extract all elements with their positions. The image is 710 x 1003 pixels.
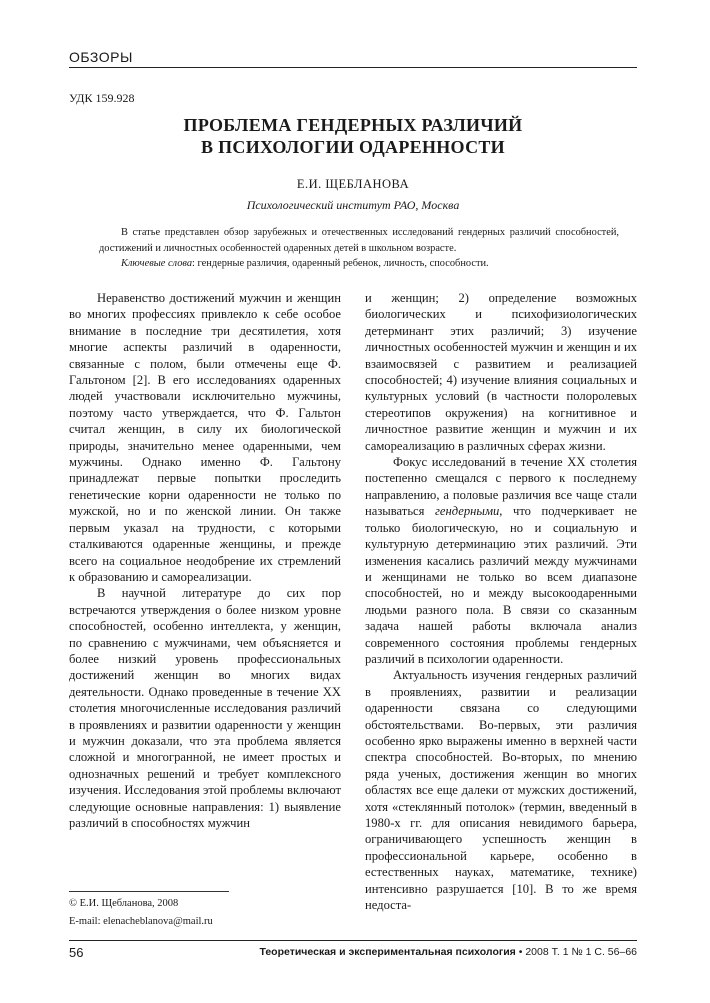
keywords-label: Ключевые слова bbox=[121, 258, 193, 269]
abstract bbox=[99, 225, 619, 272]
page-number: 56 bbox=[69, 945, 84, 960]
author-email: E-mail: elenacheblanova@mail.ru bbox=[69, 916, 213, 927]
footer-rule bbox=[69, 940, 637, 941]
title-line-1: ПРОБЛЕМА ГЕНДЕРНЫХ РАЗЛИЧИЙ bbox=[183, 115, 523, 135]
article-title bbox=[69, 114, 637, 158]
column-left bbox=[69, 290, 341, 831]
keywords-list: : гендерные различия, одаренный ребенок, личность, способности. bbox=[192, 258, 489, 269]
institution: Психологический институт РАО, Москва bbox=[246, 198, 460, 212]
paragraph bbox=[365, 454, 637, 667]
paragraph-text: Фокус исследований в течение XX столетия постепенно смещался с первого к последнему направлению, а половые различия все чаще стали называться bbox=[365, 455, 637, 519]
column-right bbox=[365, 290, 637, 913]
emphasis: гендерными bbox=[435, 504, 500, 519]
footnote-rule bbox=[69, 891, 229, 892]
paragraph-text: , что подчеркивает не только биологическую, но и социальную и культурную детерминацию этих различий. Эти изменения касались различий между мужчинами и женщинами не только во всем диапазоне способностей, но и между высокоодаренными людьми разного пола. В связи со сказанным задача нашей работы включала анализ современного состояния проблемы гендерных различий в психологии одаренности. bbox=[365, 504, 638, 666]
journal-issue: • 2008 Т. 1 № 1 С. 56–66 bbox=[518, 946, 637, 958]
keywords bbox=[99, 256, 619, 272]
udc-code: УДК 159.928 bbox=[69, 91, 135, 105]
paragraph: Неравенство достижений мужчин и женщин во многих профессиях привлекло к себе особое внимание в последние три десятилетия, хотя многие аспекты различий в одаренности, связанные с полом, были отмечены еще Ф. Гальтоном [2]. В его исследованиях одаренных людей участвовали исключительно мужчины, поэтому часто утверждается, что Ф. Гальтон считал женщин, в силу их биологической природы, значительно менее одаренными, чем мужчины. Однако именно Ф. Гальтону принадлежат первые попытки проследить генетические корни одаренности не только по мужской, но и по женской линии. Он также первым указал на трудности, с которыми сталкиваются одаренные женщины, и прежде всего на социальное неодобрение их стремлений к образованию и самореализации. bbox=[69, 291, 341, 584]
header-rule bbox=[69, 67, 637, 68]
abstract-text: В статье представлен обзор зарубежных и отечественных исследований гендерных различий способностей, достижений и личностных особенностей одаренных детей в школьном возрасте. bbox=[99, 227, 619, 254]
copyright-note: © Е.И. Щебланова, 2008 bbox=[69, 898, 179, 909]
title-line-2: В ПСИХОЛОГИИ ОДАРЕННОСТИ bbox=[201, 137, 505, 157]
paragraph: В научной литературе до сих пор встречаются утверждения о более низком уровне способностей, особенно интеллекта, у женщин, по сравнению с мужчинами, чем объясняется и более низкий уровень профессиональных достижений женщин во многих видах деятельности. Однако проведенные в течение XX столетия многочисленные исследования различий в проявлениях и развитии одаренности у женщин и мужчин доказали, что эта проблема является сложной и многогранной, не имеет простых и однозначных решений и требует комплексного изучения. Исследования этой проблемы включают следующие основные направления: 1) выявление различий в способностях мужчин bbox=[69, 586, 341, 830]
paragraph: Актуальность изучения гендерных различий в проявлениях, развитии и реализации одаренности связана со следующими обстоятельствами. Во-первых, эти различия особенно ярко выражены именно в верхней части спектра способностей. Во-вторых, по мнению ряда ученых, достижения женщин во многих областях все еще далеки от мужских достижений, хотя «стеклянный потолок» (термин, введенный в 1980-х гг. для описания невидимого барьера, ограничивающего успешность женщин в профессиональной карьере, особенно в естественных науках, математике, технике) интенсивно разрушается [10]. В то же время недоста- bbox=[365, 668, 637, 913]
paragraph: и женщин; 2) определение возможных биологических и психофизиологических детерминант этих различий; 3) изучение личностных особенностей мужчин и женщин и их взаимосвязей с развитием и реализацией способностей; 4) изучение влияния социальных и культурных условий (в частности полоролевых стереотипов окружения) на когнитивное и личностное развитие женщин и мужчин и их самореализацию в различных сферах жизни. bbox=[365, 291, 637, 453]
author: Е.И. ЩЕБЛАНОВА bbox=[296, 177, 410, 191]
journal-citation bbox=[259, 946, 637, 958]
section-label: ОБЗОРЫ bbox=[69, 49, 133, 65]
journal-title: Теоретическая и экспериментальная психология bbox=[259, 946, 516, 958]
